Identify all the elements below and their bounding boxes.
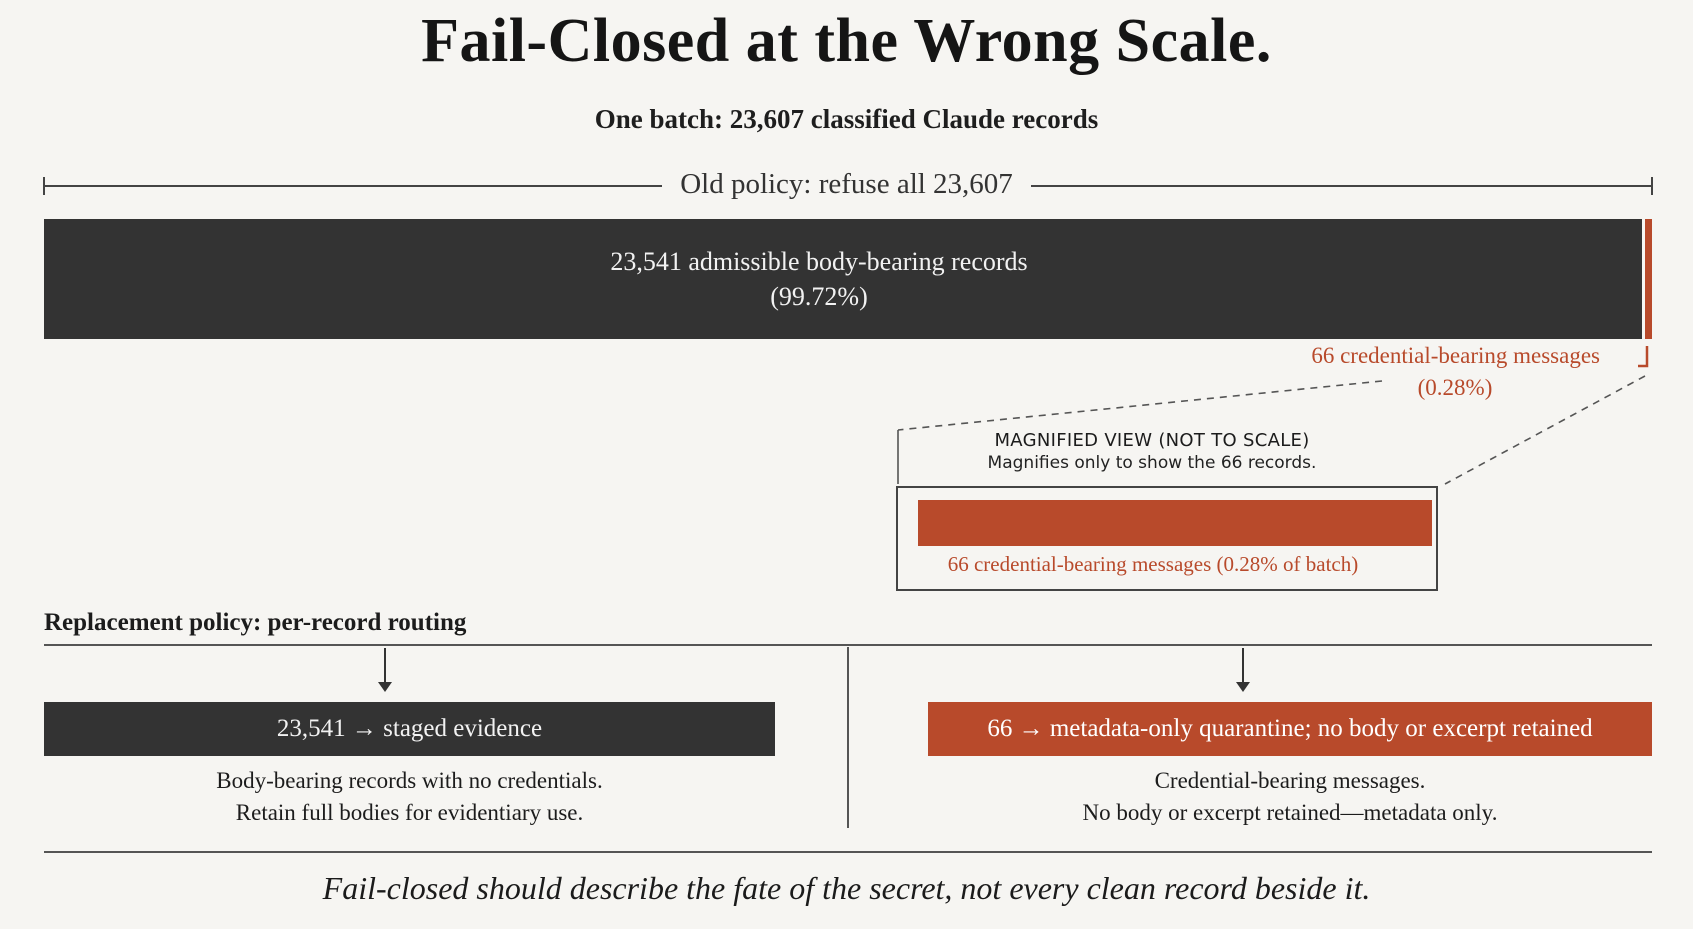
admissible-count-text: 23,541 admissible body-bearing records xyxy=(610,247,1028,276)
magnified-credential-bar xyxy=(918,500,1432,546)
magnified-header xyxy=(896,430,1408,473)
route-staged-evidence-label: 23,541 → staged evidence xyxy=(276,715,543,742)
credential-count-text: 66 credential-bearing messages xyxy=(1311,343,1600,368)
magnified-subtitle: Magnifies only to show the 66 records. xyxy=(987,453,1317,473)
route-staged-evidence-desc xyxy=(44,765,775,829)
route-quarantine-bar xyxy=(928,702,1652,756)
down-arrow-icon-right xyxy=(1236,648,1250,692)
page-title: Fail-Closed at the Wrong Scale. xyxy=(421,7,1272,75)
credential-percent-text: (0.28%) xyxy=(1417,375,1493,400)
old-policy-label: Old policy: refuse all 23,607 xyxy=(0,168,1693,201)
route-left-desc-line1: Body-bearing records with no credentials. xyxy=(216,768,603,793)
route-staged-evidence-bar xyxy=(44,702,775,756)
credential-bracket xyxy=(1638,346,1647,366)
route-quarantine-label: 66 → metadata-only quarantine; no body or excerpt retained xyxy=(987,715,1593,742)
batch-bar-credential-segment xyxy=(1645,219,1652,339)
magnified-caption: 66 credential-bearing messages (0.28% of batch) xyxy=(947,552,1359,576)
credential-note xyxy=(1230,340,1620,404)
route-right-desc-line1: Credential-bearing messages. xyxy=(1154,768,1426,793)
route-left-desc-line2: Retain full bodies for evidentiary use. xyxy=(235,800,584,825)
footer-quote: Fail-closed should describe the fate of the secret, not every clean record beside it. xyxy=(322,870,1371,906)
magnified-title: MAGNIFIED VIEW (NOT TO SCALE) xyxy=(994,430,1310,451)
admissible-label xyxy=(44,244,1594,314)
route-quarantine-desc xyxy=(928,765,1652,829)
route-right-desc-line2: No body or excerpt retained—metadata only. xyxy=(1082,800,1498,825)
page-subtitle: One batch: 23,607 classified Claude records xyxy=(594,104,1099,134)
replacement-policy-label: Replacement policy: per-record routing xyxy=(44,609,467,636)
down-arrow-icon-left xyxy=(378,648,392,692)
admissible-percent-text: (99.72%) xyxy=(770,282,868,311)
